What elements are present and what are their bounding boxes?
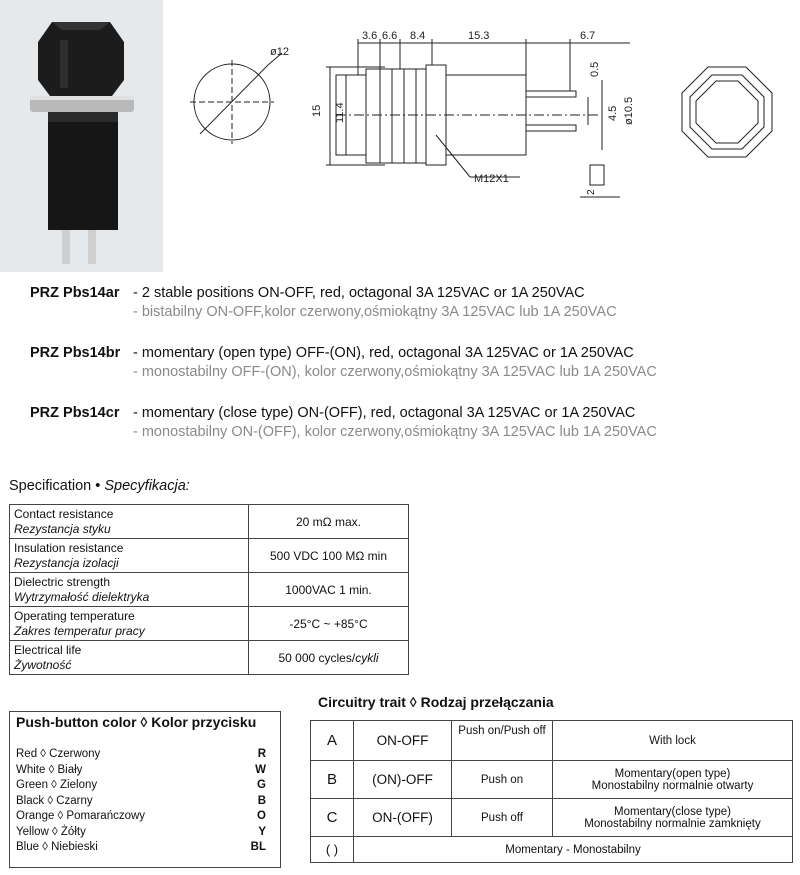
circuit-key: ( )	[311, 837, 354, 863]
product-desc-pl: - monostabilny OFF-(ON), kolor czerwony,ośmiokątny 3A 125VAC lub 1A 250VAC	[133, 364, 657, 380]
circuitry-table	[310, 720, 793, 863]
circuit-action: Push off	[452, 799, 553, 837]
list-item	[16, 748, 266, 764]
dim-h-inner: 11.4	[334, 102, 346, 123]
octagon-view	[682, 67, 772, 157]
product-code: PRZ Pbs14cr	[30, 405, 120, 421]
product-code: PRZ Pbs14ar	[30, 285, 120, 301]
spec-value: 1000VAC 1 min.	[249, 573, 409, 607]
product-code: PRZ Pbs14br	[30, 345, 121, 361]
circuit-type: (ON)-OFF	[354, 761, 452, 799]
table-row	[10, 607, 409, 641]
spec-label-pl: Rezystancja izolacji	[14, 555, 119, 570]
product-row	[30, 285, 750, 325]
table-row	[10, 539, 409, 573]
product-desc-pl: - monostabilny ON-(OFF), kolor czerwony,ośmiokątny 3A 125VAC lub 1A 250VAC	[133, 424, 657, 440]
color-code: B	[257, 794, 266, 807]
table-row	[10, 641, 409, 675]
table-row	[311, 721, 793, 761]
tab-label: 2	[586, 189, 597, 195]
spec-title	[9, 478, 190, 494]
list-item	[16, 810, 266, 826]
table-row	[10, 573, 409, 607]
spec-label-pl: Rezystancja styku	[14, 521, 111, 536]
circuit-key: C	[311, 799, 354, 837]
product-row	[30, 345, 750, 385]
dim-h-total: 15	[311, 104, 323, 117]
color-code: G	[257, 779, 266, 791]
technical-drawing	[170, 25, 800, 215]
list-item	[16, 764, 266, 780]
spec-title-sep: •	[91, 478, 105, 494]
front-view	[190, 46, 289, 144]
product-desc: - 2 stable positions ON-OFF, red, octagonal 3A 125VAC or 1A 250VAC	[133, 285, 585, 301]
table-row	[311, 837, 793, 863]
table-row	[311, 761, 793, 799]
circuit-desc: With lock	[649, 734, 696, 747]
spec-value: 50 000 cycles/	[278, 650, 356, 665]
color-label: Yellow ◊ Żółty	[16, 825, 86, 838]
spec-label: Insulation resistance	[14, 540, 124, 555]
color-label: Blue ◊ Niebieski	[16, 841, 98, 853]
list-item	[16, 826, 266, 842]
circuit-desc: Momentary(open type)	[614, 767, 731, 780]
dim-d5: 6.7	[580, 30, 596, 42]
list-item	[16, 779, 266, 795]
table-row	[10, 505, 409, 539]
spec-title-pl: Specyfikacja:	[104, 478, 190, 494]
circuit-desc-pl: Monostabilny normalnie otwarty	[591, 779, 754, 792]
product-desc: - momentary (open type) OFF-(ON), red, octagonal 3A 125VAC or 1A 250VAC	[133, 345, 634, 361]
color-label: Red ◊ Czerwony	[16, 748, 101, 760]
dim-d2: 6.6	[382, 30, 398, 42]
product-row	[30, 405, 750, 445]
dim-d1: 3.6	[362, 30, 378, 42]
product-desc: - momentary (close type) ON-(OFF), red, octagonal 3A 125VAC or 1A 250VAC	[133, 405, 636, 421]
color-list	[16, 748, 266, 857]
dim-pin-gap: 4.5	[607, 105, 619, 121]
spec-value: -25°C ~ +85°C	[249, 607, 409, 641]
color-code: Y	[258, 825, 266, 838]
spec-value: 20 mΩ max.	[249, 505, 409, 539]
circuit-desc: Momentary(close type)	[614, 805, 731, 818]
circuit-key: B	[311, 761, 354, 799]
spec-label: Operating temperature	[14, 608, 135, 623]
table-row	[311, 799, 793, 837]
spec-label-pl: Żywotność	[14, 657, 72, 672]
dim-d3: 8.4	[410, 30, 426, 42]
side-view	[311, 30, 635, 197]
dim-pin-dia: ø10.5	[623, 96, 635, 125]
circuitry-title: Circuitry trait ◊ Rodzaj przełączania	[318, 694, 554, 710]
color-box	[9, 711, 281, 868]
circuit-action: Push on	[452, 761, 553, 799]
color-code: O	[257, 810, 266, 822]
color-code: BL	[250, 841, 266, 853]
color-label: Green ◊ Zielony	[16, 779, 98, 791]
color-label: Orange ◊ Pomarańczowy	[16, 810, 146, 822]
product-desc-pl: - bistabilny ON-OFF,kolor czerwony,ośmiokątny 3A 125VAC lub 1A 250VAC	[133, 304, 617, 320]
spec-label: Dielectric strength	[14, 574, 111, 589]
list-item	[16, 841, 266, 857]
color-label: Black ◊ Czarny	[16, 794, 93, 807]
color-code: W	[255, 763, 266, 776]
color-label: White ◊ Biały	[16, 763, 83, 776]
thread-label: M12X1	[474, 173, 509, 185]
spec-label: Electrical life	[14, 642, 82, 657]
spec-label: Contact resistance	[14, 506, 114, 521]
circuit-type: ON-(OFF)	[354, 799, 452, 837]
dim-d4: 15.3	[468, 30, 490, 42]
circuit-key: A	[311, 721, 354, 761]
dim-pin-th: 0.5	[589, 61, 601, 77]
circuit-desc-pl: Monostabilny normalnie zamknięty	[584, 817, 761, 830]
spec-label-pl: Wytrzymałość dielektryka	[14, 589, 150, 604]
front-dia-label: ø12	[270, 46, 289, 58]
spec-value-pl: cykli	[355, 650, 379, 665]
list-item	[16, 795, 266, 811]
spec-label-pl: Zakres temperatur pracy	[14, 623, 145, 638]
spec-table	[9, 504, 409, 675]
color-title: Push-button color ◊ Kolor przycisku	[16, 714, 257, 730]
spec-value: 500 VDC 100 MΩ min	[249, 539, 409, 573]
product-photo	[0, 0, 163, 272]
circuit-desc: Momentary - Monostabilny	[354, 837, 793, 863]
color-code: R	[257, 748, 266, 760]
circuit-type: ON-OFF	[354, 721, 452, 761]
spec-title-en: Specification	[9, 478, 92, 494]
circuit-action: Push on/Push off	[452, 721, 553, 761]
